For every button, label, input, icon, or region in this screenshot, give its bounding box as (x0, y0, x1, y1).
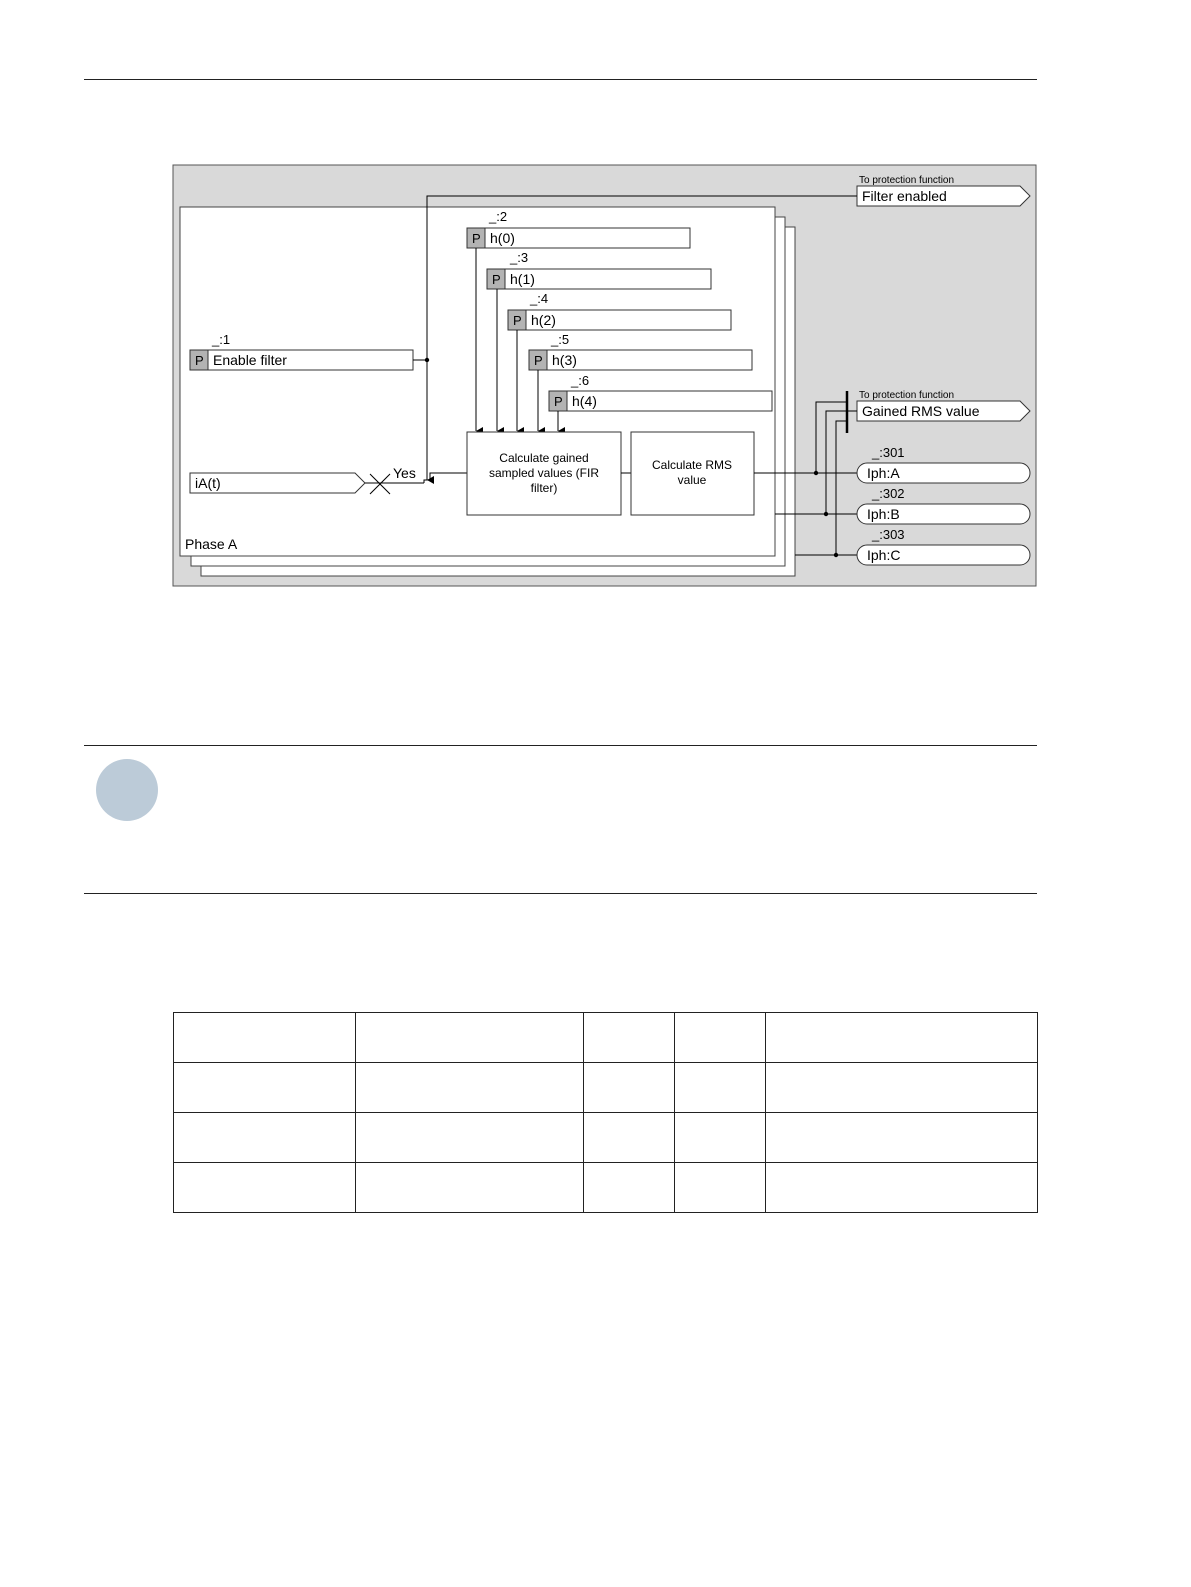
diagram-label-diagram-coefficients-4-p: P (554, 394, 563, 409)
table-cell (584, 1013, 675, 1063)
diagram-label-diagram-fir-block-lines-2: filter) (530, 481, 558, 495)
table-cell (675, 1163, 766, 1213)
diagram-label-diagram-coefficients-4-id: _:6 (571, 373, 590, 388)
note-top-rule (84, 745, 1037, 746)
diagram-label-diagram-coefficients-0-id: _:2 (489, 209, 508, 224)
diagram-label-diagram-coefficients-0-label: h(0) (490, 230, 515, 246)
diagram-label-diagram-coefficients-1-label: h(1) (510, 271, 535, 287)
note-bottom-rule (84, 893, 1037, 894)
diagram-label-diagram-enable-param-p: P (195, 353, 204, 368)
table-cell (584, 1113, 675, 1163)
diagram-label-diagram-coefficients-4-label: h(4) (572, 393, 597, 409)
diagram-label-diagram-coefficients-3-id: _:5 (551, 332, 570, 347)
table-cell (356, 1063, 584, 1113)
diagram-label-diagram-coefficients-3-label: h(3) (552, 352, 577, 368)
table-cell (174, 1163, 356, 1213)
note-icon (96, 759, 158, 821)
diagram-label-diagram-outputs-1-label: Iph:B (867, 506, 900, 522)
table-cell (174, 1063, 356, 1113)
diagram-label-diagram-fir-block-lines-0: Calculate gained (499, 451, 589, 465)
table-row (174, 1013, 1038, 1063)
table-cell (766, 1063, 1038, 1113)
table-cell (356, 1113, 584, 1163)
diagram-label-diagram-coefficients-0-p: P (472, 231, 481, 246)
table-cell (174, 1113, 356, 1163)
gained-rms-label: Gained RMS value (862, 403, 980, 419)
enable-filter-id: _:1 (212, 332, 231, 347)
diagram-label-diagram-rms-block-lines-1: value (677, 473, 707, 487)
diagram-label-diagram-coefficients-1-id: _:3 (510, 250, 529, 265)
table-cell (356, 1163, 584, 1213)
diagram-label-diagram-coefficients-1-p: P (492, 272, 501, 287)
parameter-table (173, 1012, 1038, 1213)
diagram-label-diagram-coefficients-3-p: P (534, 353, 543, 368)
table-cell (584, 1163, 675, 1213)
table-cell (766, 1013, 1038, 1063)
filter-enabled-label: Filter enabled (862, 188, 947, 204)
table-cell (675, 1013, 766, 1063)
table-cell (766, 1163, 1038, 1213)
diagram-label-diagram-outputs-2-label: Iph:C (867, 547, 901, 563)
enable-junction (425, 358, 429, 362)
filter-logic-diagram (0, 0, 1191, 600)
table-row (174, 1113, 1038, 1163)
table-cell (584, 1063, 675, 1113)
table-row (174, 1163, 1038, 1213)
diagram-label-diagram-outputs-0-id: _:301 (872, 445, 905, 460)
diagram-label-diagram-outputs-0-label: Iph:A (867, 465, 900, 481)
table-cell (675, 1063, 766, 1113)
diagram-label-diagram-coefficients-2-p: P (513, 313, 522, 328)
table-cell (675, 1113, 766, 1163)
switch-yes-label: Yes (393, 465, 416, 481)
table-cell (766, 1113, 1038, 1163)
table-row (174, 1063, 1038, 1113)
phase-a-label: Phase A (185, 536, 238, 552)
diagram-label-diagram-rms-block-lines-0: Calculate RMS (651, 458, 733, 472)
diagram-label-diagram-outputs-2-id: _:303 (872, 527, 905, 542)
gained-rms-caption: To protection function (859, 390, 955, 401)
enable-filter-label: Enable filter (213, 352, 287, 368)
diagram-label-diagram-input-label: iA(t) (195, 475, 221, 491)
diagram-label-diagram-coefficients-2-id: _:4 (530, 291, 549, 306)
table-cell (174, 1013, 356, 1063)
table-cell (356, 1013, 584, 1063)
diagram-label-diagram-outputs-1-id: _:302 (872, 486, 905, 501)
diagram-label-diagram-fir-block-lines-1: sampled values (FIR (488, 466, 600, 480)
filter-enabled-caption: To protection function (859, 175, 955, 186)
diagram-label-diagram-coefficients-2-label: h(2) (531, 312, 556, 328)
